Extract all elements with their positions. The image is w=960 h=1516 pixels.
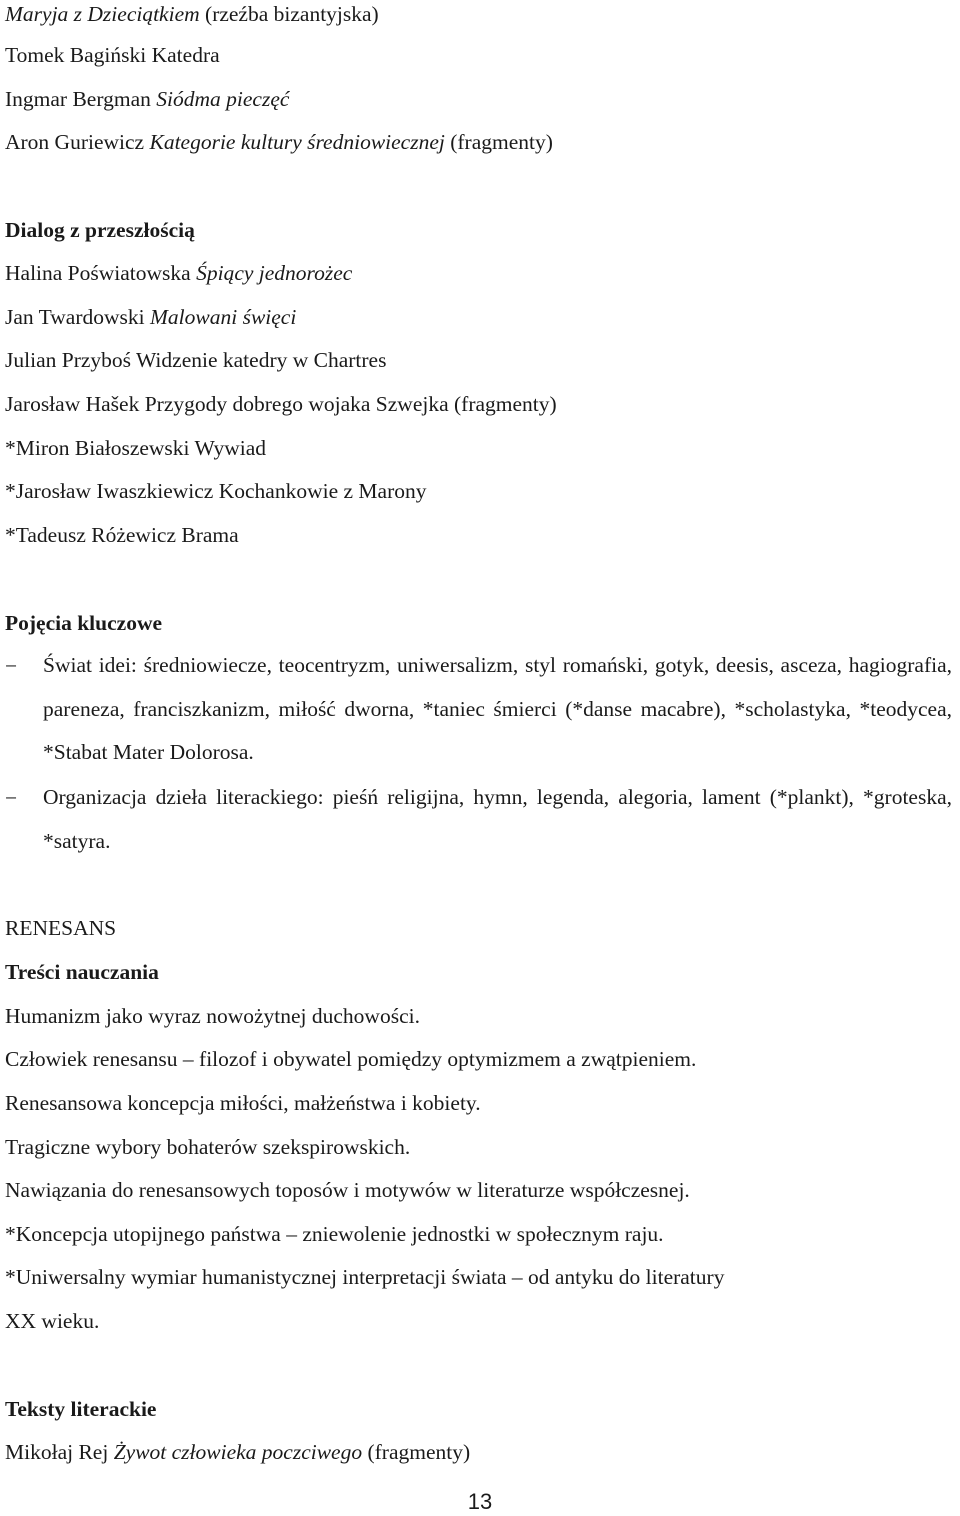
author-name: Aron Guriewicz <box>5 130 150 154</box>
content-line: *Uniwersalny wymiar humanistycznej interpretacji świata – od antyku do literatury <box>5 1265 725 1289</box>
work-title: Malowani święci <box>150 305 297 329</box>
work-title: Przygody dobrego wojaka Szwejka (fragmenty) <box>144 392 557 416</box>
work-note: (rzeźba bizantyjska) <box>199 2 379 26</box>
author-name: Mikołaj Rej <box>5 1440 114 1464</box>
list-item <box>5 85 952 113</box>
content-line: Renesansowa koncepcja miłości, małżeństwa i kobiety. <box>5 1091 481 1115</box>
list-item <box>5 259 952 287</box>
work-title: Kochankowie z Marony <box>218 479 427 503</box>
content-line: XX wieku. <box>5 1309 100 1333</box>
section-heading: Pojęcia kluczowe <box>5 611 163 635</box>
content-line: Humanizm jako wyraz nowożytnej duchowości. <box>5 1004 420 1028</box>
list-item <box>5 346 952 374</box>
content-line: *Koncepcja utopijnego państwa – zniewolenie jednostki w społecznym raju. <box>5 1222 664 1246</box>
content-line: Człowiek renesansu – filozof i obywatel pomiędzy optymizmem a zwątpieniem. <box>5 1047 697 1071</box>
section-heading: Dialog z przeszłością <box>5 218 195 242</box>
list-item <box>5 390 952 418</box>
list-item <box>5 1438 952 1466</box>
work-title: Katedra <box>151 43 220 67</box>
work-note: (fragmenty) <box>444 130 553 154</box>
bullet-text: Świat idei: średniowiecze, teocentryzm, uniwersalizm, styl romański, gotyk, deesis, asceza, hagiografia, pareneza, franciszkanizm, miłość dworna, *taniec śmierci (*danse macabre), *scholastyka, *teodycea, *Stabat Mater Dolorosa. <box>43 653 952 764</box>
author-name: Ingmar Bergman <box>5 87 157 111</box>
list-item <box>5 128 952 156</box>
list-item <box>5 303 952 331</box>
list-item <box>5 477 952 505</box>
work-title: Kategorie kultury średniowiecznej <box>149 130 445 154</box>
content-line: Nawiązania do renesansowych toposów i motywów w literaturze współczesnej. <box>5 1178 690 1202</box>
author-name: Julian Przyboś <box>5 348 136 372</box>
list-item <box>5 521 952 549</box>
author-name: *Jarosław Iwaszkiewicz <box>5 479 219 503</box>
work-title: Siódma pieczęć <box>156 87 290 111</box>
work-title: Żywot człowieka poczciwego <box>113 1440 363 1464</box>
author-name: Jan Twardowski <box>5 305 150 329</box>
bullet-text: Organizacja dzieła literackiego: pieśń religijna, hymn, legenda, alegoria, lament (*plankt), *groteska, *satyra. <box>43 785 952 853</box>
author-name: *Miron Białoszewski <box>5 436 195 460</box>
list-item <box>5 41 952 69</box>
era-heading: RENESANS <box>5 916 117 940</box>
work-title: Wywiad <box>194 436 267 460</box>
work-title: Maryja z Dzieciątkiem <box>5 2 200 26</box>
author-name: Halina Poświatowska <box>5 261 197 285</box>
work-note: (fragmenty) <box>362 1440 471 1464</box>
dash-bullet: − <box>5 654 18 678</box>
page-number: 13 <box>467 1489 493 1514</box>
list-item <box>5 0 952 28</box>
author-name: *Tadeusz Różewicz <box>5 523 182 547</box>
author-name: Tomek Bagiński <box>5 43 152 67</box>
content-line: Tragiczne wybory bohaterów szekspirowskich. <box>5 1135 411 1159</box>
author-name: Jarosław Hašek <box>5 392 145 416</box>
section-heading: Teksty literackie <box>5 1397 157 1421</box>
section-heading: Treści nauczania <box>5 960 159 984</box>
dash-bullet: − <box>5 786 18 810</box>
work-title: Widzenie katedry w Chartres <box>136 348 387 372</box>
work-title: Brama <box>181 523 239 547</box>
work-title: Śpiący jednorożec <box>196 261 353 285</box>
list-item <box>5 434 952 462</box>
